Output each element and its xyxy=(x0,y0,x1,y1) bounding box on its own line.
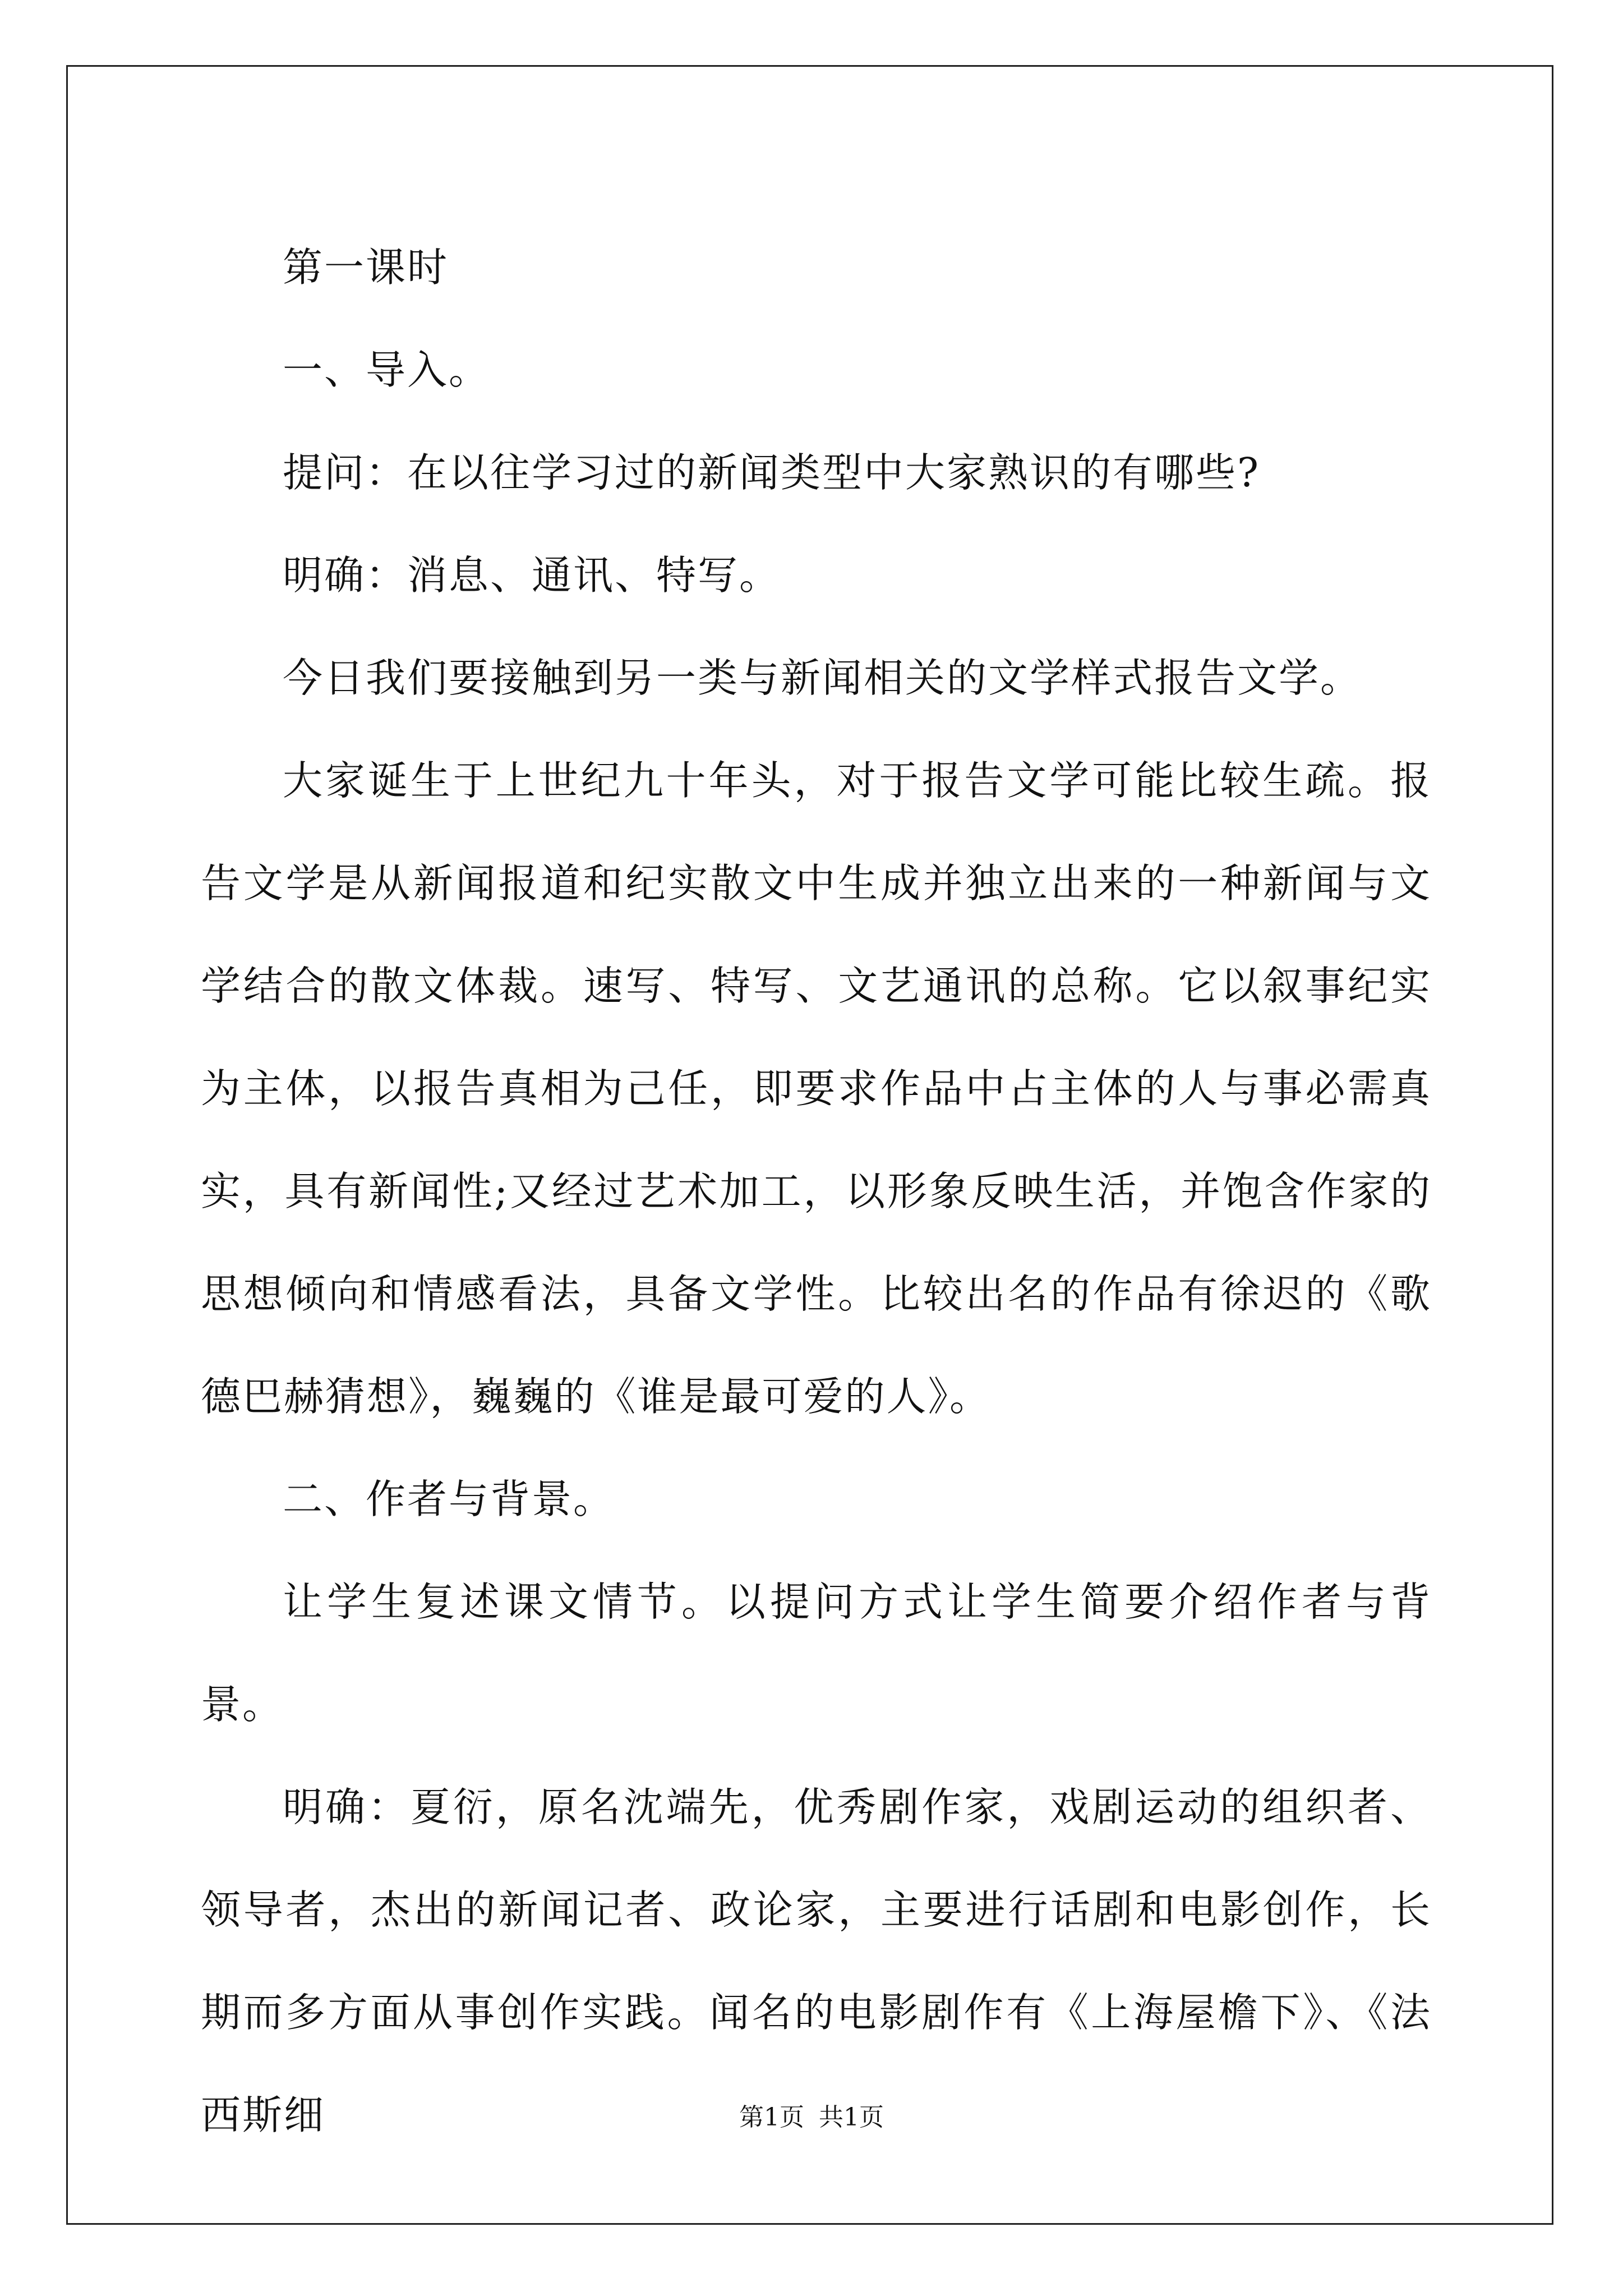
paragraph-section-intro-heading: 一、导入。 xyxy=(283,347,491,393)
paragraph-retell-instruction: 让学生复述课文情节。以提问方式让学生简要介绍作者与背景。 xyxy=(201,1579,1432,1728)
paragraph-today-topic: 今日我们要接触到另一类与新闻相关的文学样式报告文学。 xyxy=(283,655,1362,701)
paragraph-question: 提问：在以往学习过的新闻类型中大家熟识的有哪些? xyxy=(283,449,1261,496)
page-footer xyxy=(0,2101,1623,2134)
paragraph-reportage-description: 大家诞生于上世纪九十年头，对于报告文学可能比较生疏。报告文学是从新闻报道和纪实散文中生成并独立出来的一种新闻与文学结合的散文体裁。速写、特写、文艺通讯的总称。它以叙事纪实为主体，以报告真相为己任，即要求作品中占主体的人与事必需真实，具有新闻性;又经过艺术加工，以形象反映生活，并饱含作家的思想倾向和情感看法，具备文学性。比较出名的作品有徐迟的《歌德巴赫猜想》，巍巍的《谁是最可爱的人》。 xyxy=(201,757,1432,1420)
paragraph-author-info: 明确：夏衍，原名沈端先，优秀剧作家，戏剧运动的组织者、领导者，杰出的新闻记者、政论家，主要进行话剧和电影创作，长期而多方面从事创作实践。闻名的电影剧作有《上海屋檐下》、《法西斯细 xyxy=(201,1784,1432,2138)
page-number: 第1页 xyxy=(739,2103,804,2132)
document-body xyxy=(201,216,1432,2166)
paragraph-lesson-title: 第一课时 xyxy=(283,244,449,291)
paragraph-section-author-heading: 二、作者与背景。 xyxy=(283,1476,615,1522)
paragraph-answer: 明确：消息、通讯、特写。 xyxy=(283,552,781,599)
page-total: 共1页 xyxy=(819,2103,884,2132)
